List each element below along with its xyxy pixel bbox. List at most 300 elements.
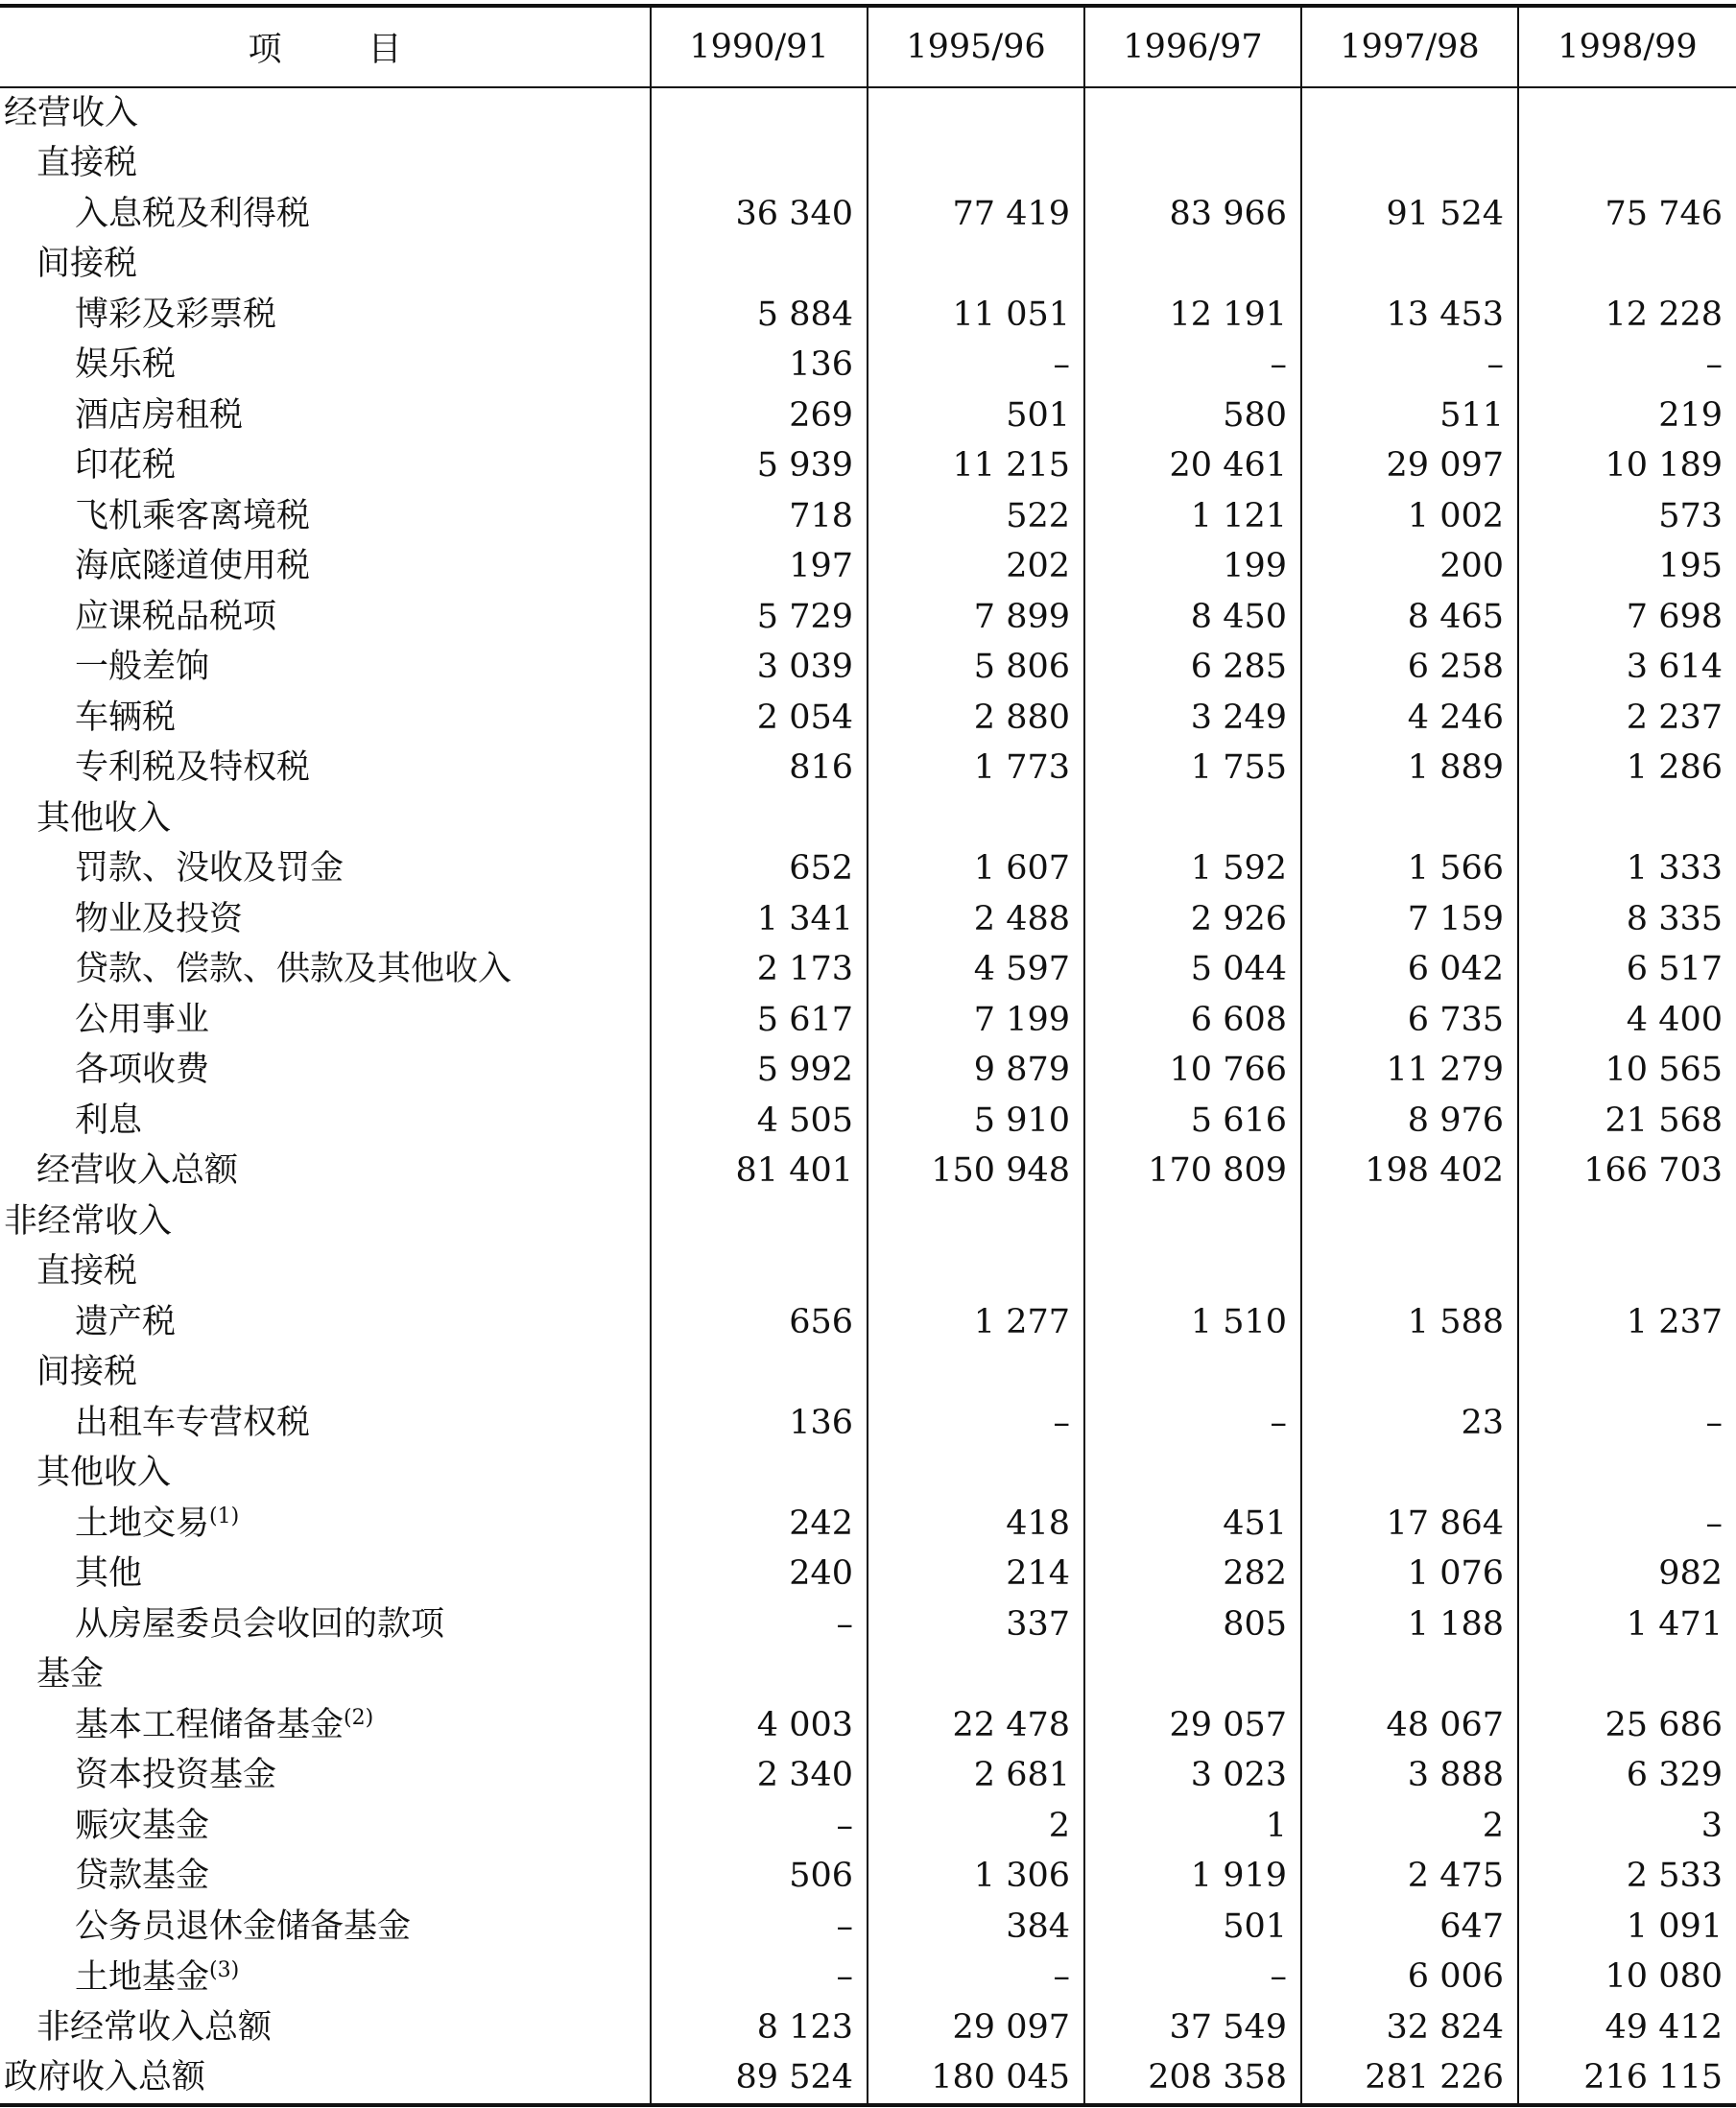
value-cell: 5 939 xyxy=(651,441,868,492)
row-label xyxy=(0,189,651,240)
value-cell: 6 517 xyxy=(1518,945,1736,996)
value-cell: 418 xyxy=(868,1499,1084,1550)
table-row xyxy=(0,2002,1736,2053)
value-cell: 1 588 xyxy=(1301,1297,1518,1348)
row-label xyxy=(0,1953,651,2003)
value-cell: 7 199 xyxy=(868,995,1084,1046)
year-column-header: 1997/98 xyxy=(1301,6,1518,87)
row-label xyxy=(0,2002,651,2053)
value-cell: 2 880 xyxy=(868,693,1084,744)
value-cell: 6 285 xyxy=(1084,643,1301,694)
value-cell: 2 488 xyxy=(868,894,1084,945)
value-cell: 282 xyxy=(1084,1550,1301,1600)
value-cell xyxy=(868,1449,1084,1500)
value-cell: 216 115 xyxy=(1518,2053,1736,2106)
value-cell: 240 xyxy=(651,1550,868,1600)
value-cell: 13 453 xyxy=(1301,290,1518,341)
row-label xyxy=(0,1852,651,1903)
row-label-text: 海底隧道使用税 xyxy=(75,547,311,586)
value-cell: 197 xyxy=(651,542,868,593)
value-cell: 166 703 xyxy=(1518,1147,1736,1197)
value-cell: 8 450 xyxy=(1084,592,1301,643)
value-cell: 805 xyxy=(1084,1599,1301,1650)
value-cell: 8 335 xyxy=(1518,894,1736,945)
value-cell xyxy=(1518,87,1736,139)
value-cell: 170 809 xyxy=(1084,1147,1301,1197)
row-label-text: 赈灾基金 xyxy=(75,1806,210,1845)
row-label-text: 非经常收入 xyxy=(4,1201,173,1241)
table-row xyxy=(0,1650,1736,1701)
value-cell xyxy=(1518,139,1736,190)
value-cell: 77 419 xyxy=(868,189,1084,240)
value-cell: 7 899 xyxy=(868,592,1084,643)
row-label-text: 各项收费 xyxy=(75,1051,210,1090)
value-cell: 10 080 xyxy=(1518,1953,1736,2003)
row-label-text: 间接税 xyxy=(36,1353,138,1392)
value-cell xyxy=(1518,1348,1736,1399)
value-cell: 12 191 xyxy=(1084,290,1301,341)
value-cell: 89 524 xyxy=(651,2053,868,2106)
value-cell: 1 xyxy=(1084,1801,1301,1852)
value-cell: 3 xyxy=(1518,1801,1736,1852)
value-cell: 81 401 xyxy=(651,1147,868,1197)
table-row xyxy=(0,1852,1736,1903)
row-label-text: 酒店房租税 xyxy=(75,395,244,435)
row-label-text: 入息税及利得税 xyxy=(75,194,311,233)
row-label-text: 贷款、偿款、供款及其他收入 xyxy=(75,950,512,989)
year-column-header: 1998/99 xyxy=(1518,6,1736,87)
value-cell: 48 067 xyxy=(1301,1700,1518,1751)
value-cell: 11 215 xyxy=(868,441,1084,492)
value-cell xyxy=(1084,1449,1301,1500)
revenue-table xyxy=(0,4,1736,2107)
value-cell xyxy=(651,1650,868,1701)
value-cell: 281 226 xyxy=(1301,2053,1518,2106)
value-cell: 337 xyxy=(868,1599,1084,1650)
value-cell: 3 249 xyxy=(1084,693,1301,744)
value-cell: 1 076 xyxy=(1301,1550,1518,1600)
value-cell xyxy=(1518,1196,1736,1247)
row-label-text: 应课税品税项 xyxy=(75,597,277,636)
row-label-text: 公用事业 xyxy=(75,1000,210,1039)
row-label xyxy=(0,1902,651,1953)
row-label xyxy=(0,1599,651,1650)
row-label xyxy=(0,139,651,190)
table-row xyxy=(0,1398,1736,1449)
value-cell xyxy=(651,1247,868,1298)
value-cell xyxy=(651,1196,868,1247)
value-cell: 1 566 xyxy=(1301,844,1518,895)
table-row xyxy=(0,240,1736,291)
value-cell: 29 097 xyxy=(868,2002,1084,2053)
row-label-text: 利息 xyxy=(75,1101,143,1140)
value-cell: 1 919 xyxy=(1084,1852,1301,1903)
value-cell: 5 884 xyxy=(651,290,868,341)
value-cell: 17 864 xyxy=(1301,1499,1518,1550)
value-cell: 501 xyxy=(868,391,1084,441)
row-label-text: 政府收入总额 xyxy=(4,2058,206,2097)
value-cell: 1 188 xyxy=(1301,1599,1518,1650)
value-cell xyxy=(651,793,868,844)
value-cell: 7 159 xyxy=(1301,894,1518,945)
value-cell: 6 735 xyxy=(1301,995,1518,1046)
table-row xyxy=(0,693,1736,744)
value-cell xyxy=(868,793,1084,844)
value-cell: 32 824 xyxy=(1301,2002,1518,2053)
row-label-text: 车辆税 xyxy=(75,698,177,737)
value-cell: 12 228 xyxy=(1518,290,1736,341)
value-cell xyxy=(1518,1247,1736,1298)
row-label-text: 直接税 xyxy=(36,1252,138,1291)
row-label xyxy=(0,844,651,895)
table-row xyxy=(0,341,1736,391)
value-cell: 2 533 xyxy=(1518,1852,1736,1903)
value-cell: 36 340 xyxy=(651,189,868,240)
value-cell: 195 xyxy=(1518,542,1736,593)
table-row xyxy=(0,139,1736,190)
value-cell xyxy=(651,240,868,291)
row-label xyxy=(0,1700,651,1751)
value-cell: – xyxy=(1084,341,1301,391)
value-cell: – xyxy=(868,1953,1084,2003)
value-cell: 6 258 xyxy=(1301,643,1518,694)
value-cell xyxy=(651,139,868,190)
value-cell xyxy=(1518,1650,1736,1701)
row-label xyxy=(0,643,651,694)
value-cell: – xyxy=(651,1801,868,1852)
row-label xyxy=(0,1801,651,1852)
row-label-text: 遗产税 xyxy=(75,1302,177,1341)
table-row xyxy=(0,1348,1736,1399)
table-row xyxy=(0,189,1736,240)
value-cell: 1 471 xyxy=(1518,1599,1736,1650)
table-row xyxy=(0,2053,1736,2106)
table-row xyxy=(0,1046,1736,1097)
value-cell: – xyxy=(1301,341,1518,391)
value-cell: 5 806 xyxy=(868,643,1084,694)
value-cell: – xyxy=(1518,1499,1736,1550)
row-label xyxy=(0,2053,651,2106)
row-label-text: 物业及投资 xyxy=(75,899,244,938)
value-cell: – xyxy=(651,1902,868,1953)
value-cell: – xyxy=(651,1953,868,2003)
row-label xyxy=(0,1499,651,1550)
table-row xyxy=(0,1247,1736,1298)
value-cell xyxy=(868,1650,1084,1701)
value-cell: 718 xyxy=(651,491,868,542)
table-row xyxy=(0,643,1736,694)
row-label xyxy=(0,441,651,492)
value-cell: 242 xyxy=(651,1499,868,1550)
value-cell: 2 xyxy=(868,1801,1084,1852)
row-label xyxy=(0,592,651,643)
row-label xyxy=(0,1449,651,1500)
table-row xyxy=(0,1499,1736,1550)
row-label xyxy=(0,1046,651,1097)
row-label-text: 从房屋委员会收回的款项 xyxy=(75,1604,445,1644)
table-row xyxy=(0,542,1736,593)
value-cell: 136 xyxy=(651,1398,868,1449)
value-cell: 219 xyxy=(1518,391,1736,441)
row-label-text: 公务员退休金储备基金 xyxy=(75,1907,412,1946)
value-cell: 1 341 xyxy=(651,894,868,945)
value-cell xyxy=(651,1348,868,1399)
value-cell xyxy=(1301,139,1518,190)
row-label xyxy=(0,391,651,441)
value-cell: 208 358 xyxy=(1084,2053,1301,2106)
value-cell: 1 755 xyxy=(1084,744,1301,794)
table-header xyxy=(0,6,1736,87)
row-label-text: 土地交易 xyxy=(75,1504,210,1544)
value-cell: 20 461 xyxy=(1084,441,1301,492)
value-cell: 5 044 xyxy=(1084,945,1301,996)
row-label xyxy=(0,1650,651,1701)
value-cell xyxy=(1301,87,1518,139)
value-cell: 8 123 xyxy=(651,2002,868,2053)
value-cell: 3 039 xyxy=(651,643,868,694)
row-label xyxy=(0,491,651,542)
row-label xyxy=(0,693,651,744)
table-row xyxy=(0,1096,1736,1147)
value-cell: 2 xyxy=(1301,1801,1518,1852)
row-label xyxy=(0,240,651,291)
value-cell: – xyxy=(1518,1398,1736,1449)
table-row xyxy=(0,1953,1736,2003)
table-row xyxy=(0,1902,1736,1953)
value-cell xyxy=(868,1196,1084,1247)
row-label-text: 基本工程储备基金 xyxy=(75,1706,345,1745)
value-cell: 1 889 xyxy=(1301,744,1518,794)
value-cell xyxy=(1084,240,1301,291)
row-label-text: 博彩及彩票税 xyxy=(75,295,277,334)
row-label xyxy=(0,1147,651,1197)
value-cell xyxy=(1084,793,1301,844)
value-cell: 5 616 xyxy=(1084,1096,1301,1147)
year-column-header: 1995/96 xyxy=(868,6,1084,87)
value-cell: 150 948 xyxy=(868,1147,1084,1197)
value-cell xyxy=(1301,793,1518,844)
row-label-text: 一般差饷 xyxy=(75,648,210,687)
table-row xyxy=(0,87,1736,139)
value-cell: 2 475 xyxy=(1301,1852,1518,1903)
item-header-char: 项 xyxy=(248,31,282,69)
value-cell xyxy=(1301,1348,1518,1399)
value-cell: – xyxy=(868,341,1084,391)
value-cell: 2 340 xyxy=(651,1751,868,1802)
value-cell: 5 729 xyxy=(651,592,868,643)
value-cell xyxy=(1301,1196,1518,1247)
value-cell: 5 992 xyxy=(651,1046,868,1097)
value-cell: 1 306 xyxy=(868,1852,1084,1903)
table-row xyxy=(0,1449,1736,1500)
row-label-text: 其他 xyxy=(75,1554,143,1594)
footnote-marker: (2) xyxy=(344,1706,374,1731)
year-column-header: 1990/91 xyxy=(651,6,868,87)
value-cell: 11 051 xyxy=(868,290,1084,341)
table-row xyxy=(0,592,1736,643)
value-cell: 2 681 xyxy=(868,1751,1084,1802)
row-label-text: 间接税 xyxy=(36,245,138,284)
value-cell: 4 505 xyxy=(651,1096,868,1147)
row-label-text: 资本投资基金 xyxy=(75,1756,277,1795)
value-cell xyxy=(868,87,1084,139)
value-cell xyxy=(651,87,868,139)
value-cell xyxy=(1301,1449,1518,1500)
table-row xyxy=(0,290,1736,341)
value-cell: 7 698 xyxy=(1518,592,1736,643)
row-label xyxy=(0,87,651,139)
value-cell xyxy=(868,1247,1084,1298)
value-cell: – xyxy=(1084,1398,1301,1449)
value-cell: 10 189 xyxy=(1518,441,1736,492)
table-row xyxy=(0,1550,1736,1600)
row-label-text: 专利税及特权税 xyxy=(75,748,311,788)
value-cell: 6 329 xyxy=(1518,1751,1736,1802)
row-label-text: 其他收入 xyxy=(36,798,172,838)
table-row xyxy=(0,1700,1736,1751)
value-cell: 652 xyxy=(651,844,868,895)
value-cell: 22 478 xyxy=(868,1700,1084,1751)
value-cell: – xyxy=(1084,1953,1301,2003)
value-cell: 4 003 xyxy=(651,1700,868,1751)
row-label-text: 经营收入总额 xyxy=(36,1151,239,1191)
table-row xyxy=(0,844,1736,895)
row-label xyxy=(0,1196,651,1247)
row-label xyxy=(0,1297,651,1348)
value-cell: 506 xyxy=(651,1852,868,1903)
value-cell: 5 617 xyxy=(651,995,868,1046)
value-cell: 8 465 xyxy=(1301,592,1518,643)
value-cell: 3 023 xyxy=(1084,1751,1301,1802)
value-cell: – xyxy=(1518,341,1736,391)
value-cell xyxy=(1084,1196,1301,1247)
table-row xyxy=(0,491,1736,542)
value-cell: – xyxy=(868,1398,1084,1449)
value-cell xyxy=(868,240,1084,291)
value-cell: 25 686 xyxy=(1518,1700,1736,1751)
value-cell: 2 173 xyxy=(651,945,868,996)
table-row xyxy=(0,995,1736,1046)
value-cell: 656 xyxy=(651,1297,868,1348)
row-label-text: 基金 xyxy=(36,1655,105,1694)
row-label xyxy=(0,995,651,1046)
value-cell: 2 237 xyxy=(1518,693,1736,744)
value-cell xyxy=(1518,240,1736,291)
value-cell: 4 597 xyxy=(868,945,1084,996)
value-cell: 200 xyxy=(1301,542,1518,593)
table-row xyxy=(0,1147,1736,1197)
table-row xyxy=(0,945,1736,996)
value-cell: 580 xyxy=(1084,391,1301,441)
row-label-text: 娱乐税 xyxy=(75,345,177,385)
value-cell xyxy=(1518,793,1736,844)
value-cell: 11 279 xyxy=(1301,1046,1518,1097)
value-cell: 2 054 xyxy=(651,693,868,744)
value-cell: 23 xyxy=(1301,1398,1518,1449)
value-cell: 4 400 xyxy=(1518,995,1736,1046)
row-label-text: 非经常收入总额 xyxy=(36,2007,273,2047)
value-cell: 1 121 xyxy=(1084,491,1301,542)
value-cell xyxy=(1084,1650,1301,1701)
row-label-text: 直接税 xyxy=(36,144,138,183)
value-cell: 1 286 xyxy=(1518,744,1736,794)
table-row xyxy=(0,894,1736,945)
value-cell: 180 045 xyxy=(868,2053,1084,2106)
row-label-text: 飞机乘客离境税 xyxy=(75,496,311,535)
year-column-header: 1996/97 xyxy=(1084,6,1301,87)
row-label-text: 土地基金 xyxy=(75,1957,210,1997)
table-row xyxy=(0,1751,1736,1802)
value-cell: 199 xyxy=(1084,542,1301,593)
row-label xyxy=(0,894,651,945)
row-label xyxy=(0,1398,651,1449)
value-cell: 982 xyxy=(1518,1550,1736,1600)
row-label xyxy=(0,341,651,391)
value-cell: 3 888 xyxy=(1301,1751,1518,1802)
value-cell: 2 926 xyxy=(1084,894,1301,945)
row-label xyxy=(0,1096,651,1147)
value-cell: 21 568 xyxy=(1518,1096,1736,1147)
value-cell: 6 608 xyxy=(1084,995,1301,1046)
value-cell: 384 xyxy=(868,1902,1084,1953)
value-cell: 49 412 xyxy=(1518,2002,1736,2053)
value-cell: 8 976 xyxy=(1301,1096,1518,1147)
row-label xyxy=(0,744,651,794)
value-cell: 451 xyxy=(1084,1499,1301,1550)
value-cell: 1 237 xyxy=(1518,1297,1736,1348)
value-cell: 29 097 xyxy=(1301,441,1518,492)
value-cell: 91 524 xyxy=(1301,189,1518,240)
value-cell: 75 746 xyxy=(1518,189,1736,240)
value-cell: 3 614 xyxy=(1518,643,1736,694)
value-cell: 6 042 xyxy=(1301,945,1518,996)
row-label-text: 贷款基金 xyxy=(75,1857,210,1896)
value-cell: 198 402 xyxy=(1301,1147,1518,1197)
value-cell: 5 910 xyxy=(868,1096,1084,1147)
table-row xyxy=(0,1196,1736,1247)
value-cell: 1 002 xyxy=(1301,491,1518,542)
footnote-marker: (3) xyxy=(209,1957,240,1982)
value-cell: 573 xyxy=(1518,491,1736,542)
row-label-text: 经营收入 xyxy=(4,93,139,132)
value-cell: 29 057 xyxy=(1084,1700,1301,1751)
table-row xyxy=(0,744,1736,794)
row-label-text: 印花税 xyxy=(75,446,177,486)
row-label xyxy=(0,793,651,844)
value-cell: 816 xyxy=(651,744,868,794)
header-row xyxy=(0,6,1736,87)
row-label xyxy=(0,1247,651,1298)
row-label-text: 其他收入 xyxy=(36,1454,172,1493)
value-cell: 1 607 xyxy=(868,844,1084,895)
item-column-header xyxy=(0,6,651,87)
value-cell xyxy=(1301,240,1518,291)
value-cell: 522 xyxy=(868,491,1084,542)
row-label xyxy=(0,290,651,341)
value-cell: 9 879 xyxy=(868,1046,1084,1097)
value-cell xyxy=(651,1449,868,1500)
table-row xyxy=(0,1801,1736,1852)
value-cell: 1 277 xyxy=(868,1297,1084,1348)
row-label xyxy=(0,1751,651,1802)
table-row xyxy=(0,1599,1736,1650)
value-cell: 1 091 xyxy=(1518,1902,1736,1953)
value-cell: 214 xyxy=(868,1550,1084,1600)
value-cell: 6 006 xyxy=(1301,1953,1518,2003)
table-row xyxy=(0,1297,1736,1348)
value-cell xyxy=(1301,1650,1518,1701)
row-label xyxy=(0,1550,651,1600)
